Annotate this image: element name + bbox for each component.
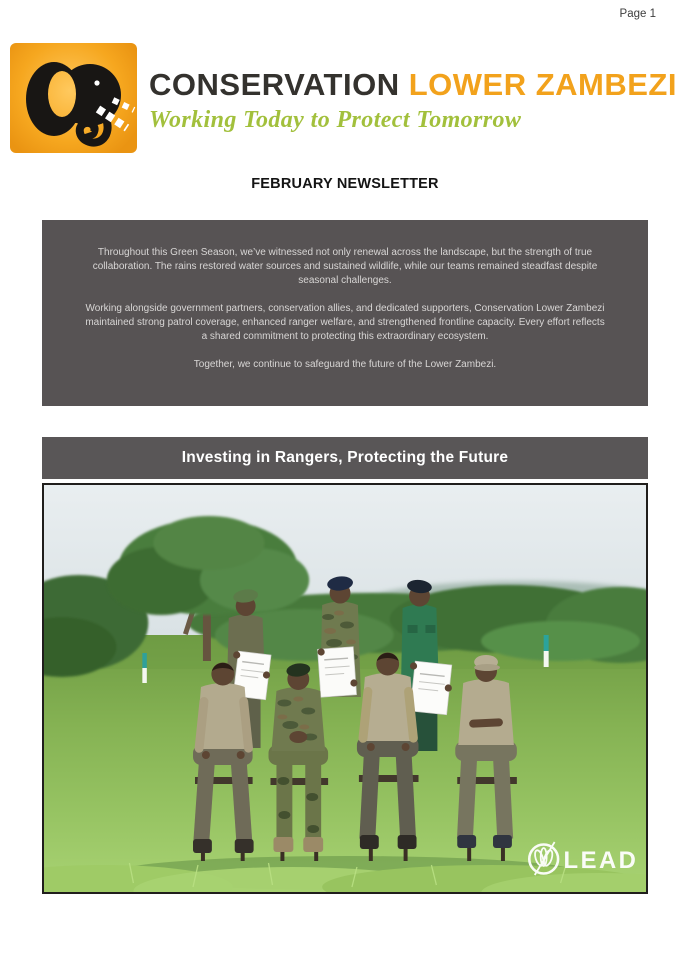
intro-paragraph-2: Working alongside government partners, conservation allies, and dedicated supporters, Conservation Lower Zambezi maintained strong patrol coverage, enhanced ranger welfare, and strengthened frontline capacity. Every effort reflects a shared commitment to protecting this extraordinary ecosystem. (85, 303, 605, 342)
intro-paragraph-1: Throughout this Green Season, we’ve witnessed not only renewal across the landscape, but the strength of true collaboration. The rains restored water sources and sustained wildlife, while our teams remained steadfast despite seasonal challenges. (92, 247, 598, 286)
org-title (149, 67, 677, 102)
lead-watermark-text: LEAD (563, 846, 639, 875)
intro-box (42, 220, 648, 406)
survey-post-left (142, 653, 146, 683)
clz-logo (10, 43, 137, 153)
masthead (149, 67, 677, 134)
section-title: Investing in Rangers, Protecting the Future (181, 449, 509, 466)
org-title-secondary: LOWER ZAMBEZI (408, 67, 677, 102)
section-header-bar (42, 437, 648, 479)
newsletter-title: FEBRUARY NEWSLETTER (251, 176, 439, 192)
org-title-primary: CONSERVATION (149, 67, 400, 102)
org-tagline: Working Today to Protect Tomorrow (149, 107, 522, 133)
intro-paragraph-3: Together, we continue to safeguard the future of the Lower Zambezi. (193, 359, 497, 370)
elephant-woman-logo-icon (10, 43, 137, 153)
rangers-photo-scene (44, 485, 646, 892)
survey-post-right (544, 635, 549, 667)
rangers-photo (42, 483, 648, 894)
page-number: Page 1 (619, 8, 656, 20)
